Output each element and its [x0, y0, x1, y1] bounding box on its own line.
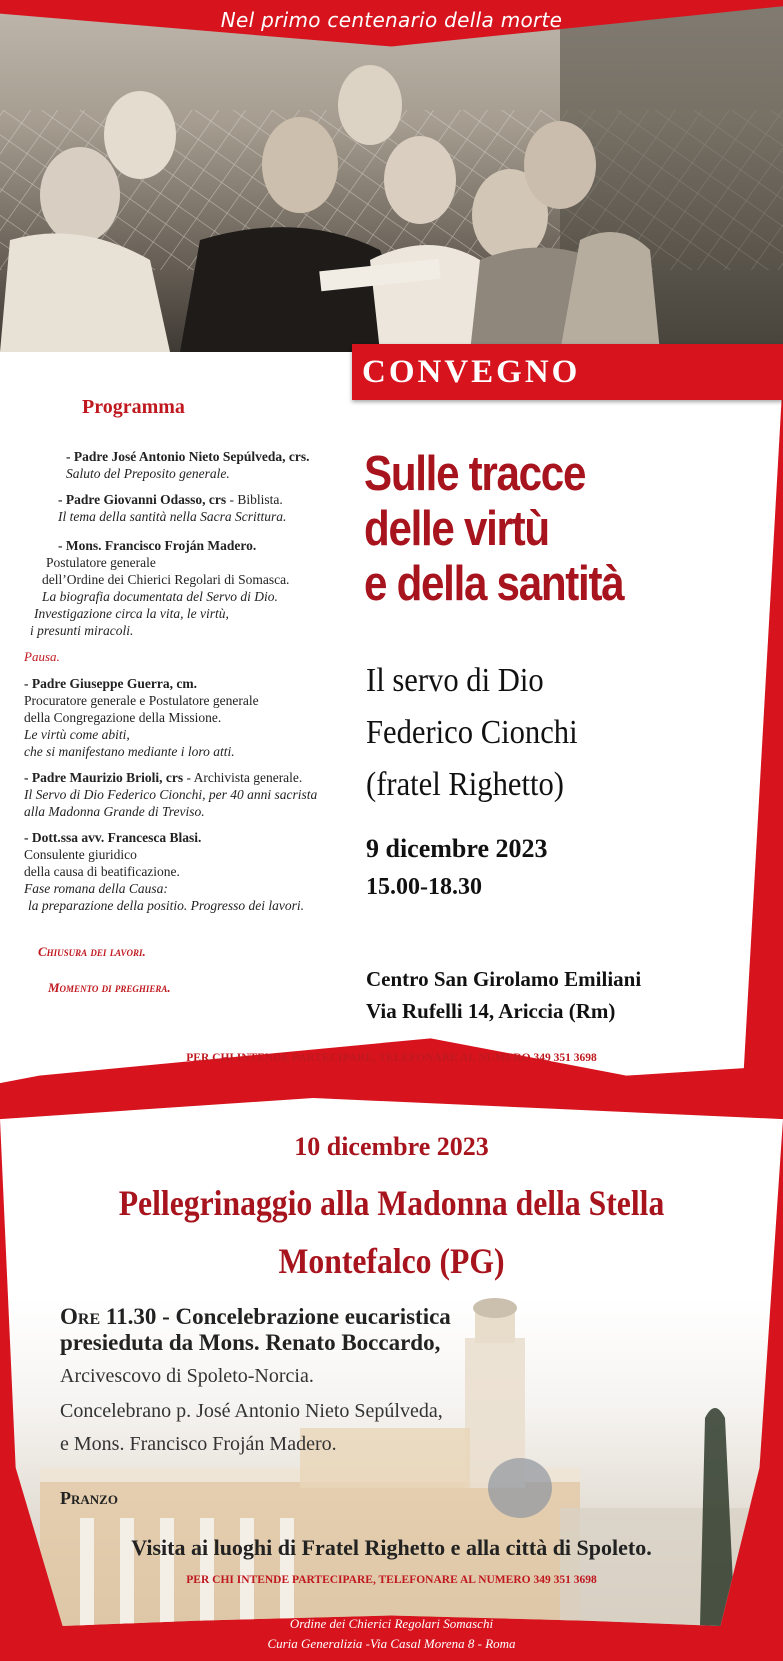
- phone-note-2: PER CHI INTENDE PARTECIPARE, TELEFONARE AL NUMERO 349 351 3698: [186, 1574, 597, 1586]
- pause-label: Pausa.: [24, 649, 60, 664]
- pilgrimage-date: 10 dicembre 2023: [294, 1132, 489, 1161]
- programme-item: [24, 675, 259, 760]
- lunch-label: Pranzo: [60, 1488, 118, 1508]
- talk-title: Il Servo di Dio Federico Cionchi, per 40 anni sacrista: [24, 787, 318, 802]
- footer-address: Curia Generalizia -Via Casal Morena 8 - Roma: [267, 1636, 516, 1651]
- venue-name: Centro San Girolamo Emiliani: [366, 967, 642, 991]
- speaker-role: Postulatore generale: [46, 555, 156, 570]
- programme-item: [58, 491, 286, 525]
- headline-line: Sulle tracce: [364, 447, 586, 501]
- mass-description: 11.30 - Concelebrazione eucaristica: [100, 1304, 451, 1329]
- historical-photo: [0, 0, 783, 352]
- talk-title: Investigazione circa la vita, le virtù,: [34, 606, 229, 621]
- header-tagline: Nel primo centenario della morte: [220, 8, 563, 32]
- speaker-role: Consulente giuridico: [24, 847, 137, 862]
- speaker-role: - Biblista.: [226, 492, 283, 507]
- programme-title: Programma: [82, 396, 185, 418]
- talk-title: Il tema della santità nella Sacra Scrittura.: [58, 509, 287, 524]
- photo-illustration: [0, 0, 783, 352]
- footer: [0, 1614, 783, 1654]
- talk-title: Saluto del Preposito generale.: [66, 466, 230, 481]
- subject-line: (fratel Righetto): [366, 766, 564, 803]
- speaker-name: - Padre Giuseppe Guerra, cm.: [24, 676, 197, 691]
- venue: [366, 963, 641, 1027]
- speaker-role: dell’Ordine dei Chierici Regolari di Somasca.: [42, 572, 290, 587]
- talk-title: Le virtù come abiti,: [24, 727, 130, 742]
- presided-by: presieduta da Mons. Renato Boccardo,: [60, 1330, 441, 1355]
- programme-item: [24, 829, 304, 914]
- speaker-name: - Mons. Francisco Froján Madero.: [58, 538, 257, 553]
- headline: [364, 447, 708, 612]
- programme-item: [30, 537, 290, 639]
- closing-label: Chiusura dei lavori.: [38, 944, 146, 959]
- speaker-role: - Archivista generale.: [183, 770, 303, 785]
- prayer-label: Momento di preghiera.: [48, 980, 171, 995]
- speaker-name: - Padre José Antonio Nieto Sepúlveda, crs.: [66, 449, 310, 464]
- concelebrants-2: e Mons. Francisco Froján Madero.: [60, 1433, 337, 1455]
- event-date: 9 dicembre 2023: [366, 834, 548, 863]
- programme-item: [24, 769, 317, 820]
- talk-title: alla Madonna Grande di Treviso.: [24, 804, 205, 819]
- headline-line: delle virtù: [364, 502, 549, 556]
- talk-title: La biografia documentata del Servo di Dio.: [42, 589, 278, 604]
- pilgrimage-place: Montefalco (PG): [278, 1241, 505, 1281]
- speaker-role: della causa di beatificazione.: [24, 864, 180, 879]
- convegno-badge: CONVEGNO: [352, 344, 783, 400]
- talk-title: Fase romana della Causa:: [24, 881, 168, 896]
- footer-order: Ordine dei Chierici Regolari Somaschi: [289, 1616, 494, 1631]
- visit-note: Visita ai luoghi di Fratel Righetto e alla città di Spoleto.: [131, 1535, 652, 1560]
- speaker-name: - Padre Giovanni Odasso, crs: [58, 492, 227, 507]
- event-time: 15.00-18.30: [366, 874, 482, 900]
- subject: [366, 655, 726, 811]
- speaker-name: - Dott.ssa avv. Francesca Blasi.: [24, 830, 202, 845]
- venue-address: Via Rufelli 14, Ariccia (Rm): [366, 999, 616, 1023]
- pilgrimage-title: Pellegrinaggio alla Madonna della Stella: [118, 1183, 665, 1223]
- talk-title: la preparazione della positio. Progresso dei lavori.: [28, 898, 304, 913]
- ore-label: Ore: [60, 1304, 101, 1329]
- phone-note: PER CHI INTENDE PARTECIPARE, TELEFONARE AL NUMERO 349 351 3698: [186, 1052, 597, 1064]
- programme-item: [66, 448, 310, 482]
- speaker-role: della Congregazione della Missione.: [24, 710, 222, 725]
- speaker-name: - Padre Maurizio Brioli, crs: [24, 770, 184, 785]
- talk-title: che si manifestano mediante i loro atti.: [24, 744, 235, 759]
- talk-title: i presunti miracoli.: [30, 623, 134, 638]
- mass-time: [60, 1303, 451, 1330]
- subject-line: Il servo di Dio: [366, 662, 544, 699]
- concelebrants: Concelebrano p. José Antonio Nieto Sepúlveda,: [60, 1400, 443, 1422]
- archbishop-title: Arcivescovo di Spoleto-Norcia.: [60, 1365, 314, 1387]
- speaker-role: Procuratore generale e Postulatore generale: [24, 693, 259, 708]
- subject-line: Federico Cionchi: [366, 714, 578, 751]
- headline-line: e della santità: [364, 557, 624, 611]
